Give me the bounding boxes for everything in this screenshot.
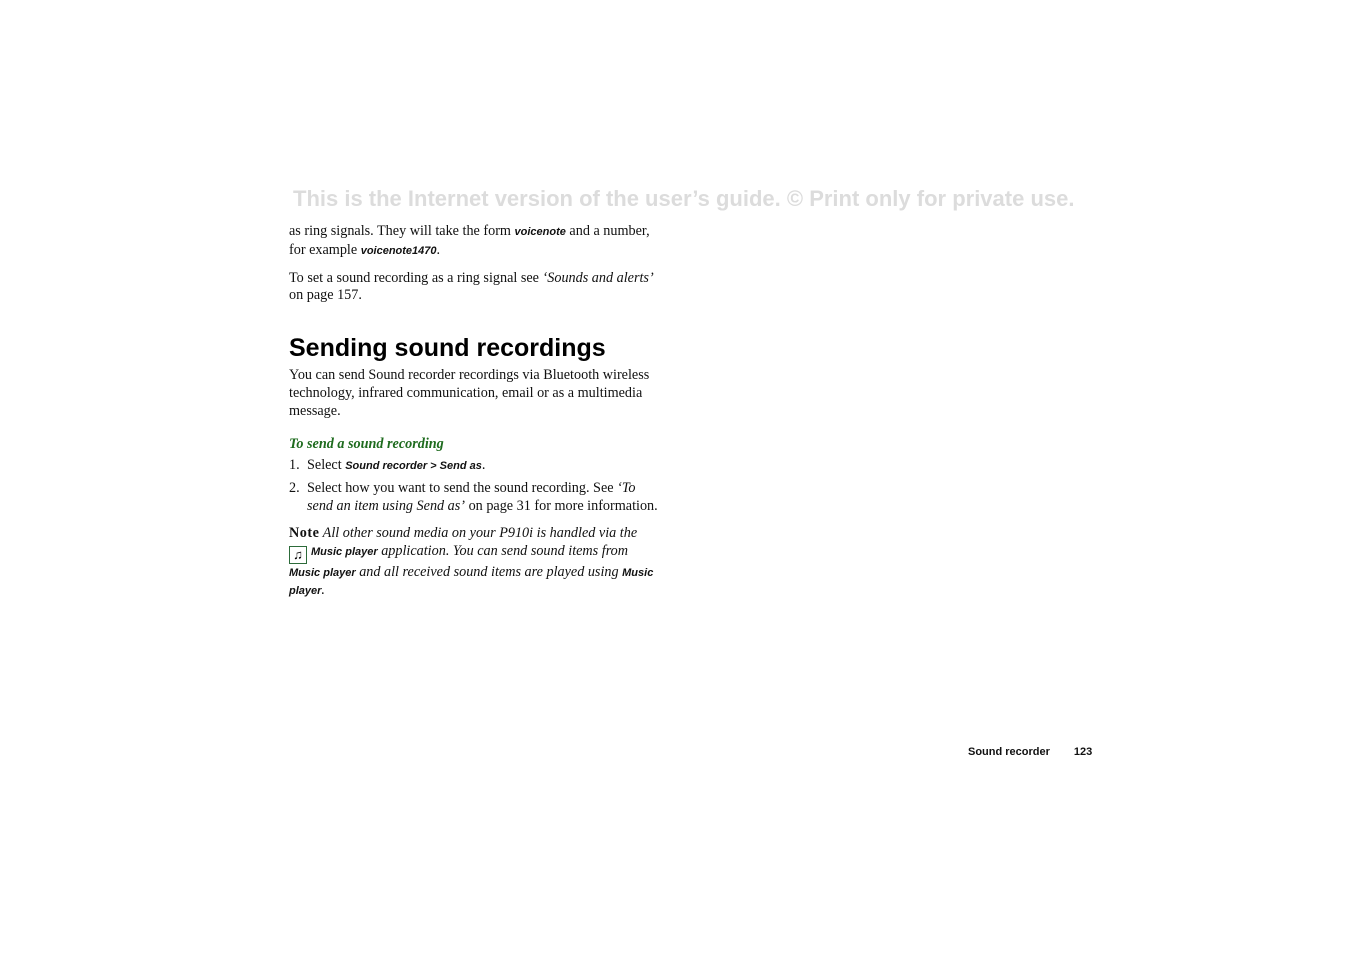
sounds-alerts-link[interactable]: ‘Sounds and alerts’ (542, 269, 654, 286)
body-paragraph: You can send Sound recorder recordings via Bluetooth wireless technology, infrared communication, email or as a multimedia message. (289, 367, 650, 419)
section-heading: Sending sound recordings (289, 334, 606, 363)
music-player-term: Music player (311, 545, 378, 558)
step-text: Select (307, 457, 346, 474)
steps-list (289, 457, 661, 515)
note-paragraph (289, 525, 661, 601)
content-column (289, 223, 661, 601)
step-number: 2. (289, 480, 300, 497)
intro-text: as ring signals. They will take the form (289, 223, 515, 239)
list-item (289, 457, 661, 476)
note-text: All other sound media on your P910i is handled via the (319, 524, 638, 541)
step-number: 1. (289, 457, 300, 474)
note-label: Note (289, 524, 320, 541)
intro-text-2: and a number, for example (289, 223, 650, 258)
ringsignal-text: To set a sound recording as a ring signal see (289, 269, 543, 286)
note-text-3: and all received sound items are played using (355, 563, 623, 580)
footer-section: Sound recorder (968, 746, 1050, 758)
intro-end: . (436, 241, 441, 258)
intro-paragraph (289, 223, 661, 261)
voicenote-term: voicenote (514, 226, 566, 238)
procedure-heading: To send a sound recording (289, 435, 444, 452)
music-player-term: Music player (289, 566, 654, 598)
ringsignal-page: on page 157. (289, 287, 362, 304)
music-player-term: Music player (289, 566, 356, 579)
send-as-link[interactable]: ‘To send an item using Send as’ (307, 480, 636, 514)
list-item (289, 480, 661, 516)
ringsignal-paragraph (289, 270, 661, 306)
step-text: Select how you want to send the sound recording. See (307, 480, 618, 497)
page-footer (968, 746, 1092, 758)
music-note-icon: ♫ (289, 546, 307, 564)
step-end: . (481, 457, 486, 474)
step-page: on page 31 for more information. (465, 497, 658, 514)
note-text-2: application. You can send sound items from (377, 542, 629, 559)
step-ui-path: Sound recorder > Send as (345, 460, 482, 473)
page-number: 123 (1073, 746, 1093, 758)
voicenote-example: voicenote1470 (360, 244, 437, 257)
watermark: This is the Internet version of the user’s guide. © Print only for private use. (293, 186, 1075, 211)
note-end: . (321, 582, 325, 599)
